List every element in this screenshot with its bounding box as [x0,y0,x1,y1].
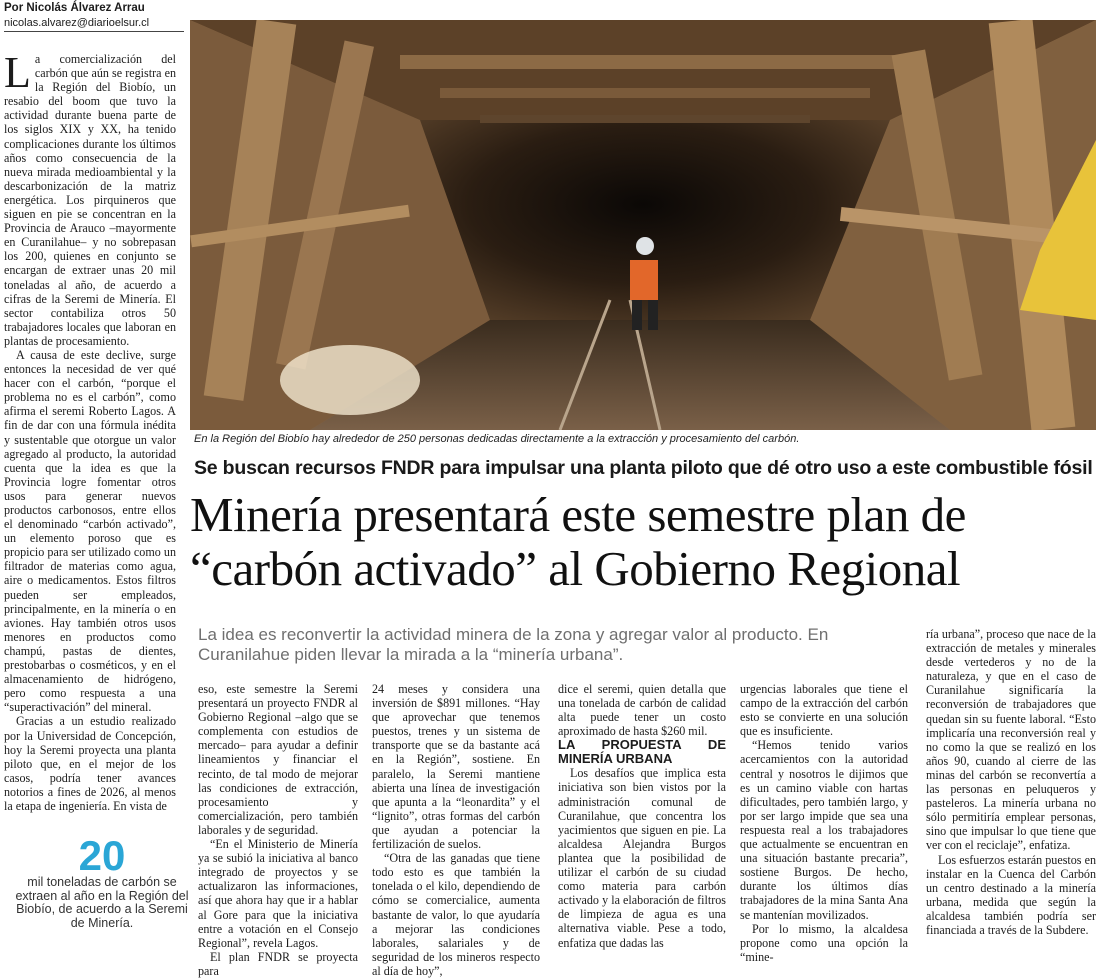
paragraph: eso, este semestre la Seremi presentará un proyecto FNDR al Gobierno Regional –algo que se complementa con estudios de mercado– para ayudar a definir lineamientos y financiar el recinto, de tal modo de mejorar las condiciones de extracción, procesamiento y comercialización, pero también laborales y de seguridad. [198,682,358,837]
article-column-6 [926,627,1096,937]
paragraph: “Otra de las ganadas que tiene todo esto es que también la tonelada o el kilo, dependiendo de cómo se comercialice, aumenta bastante de valor, lo que ayudaría a mejorar las condiciones laborales, salariales y de seguridad de los mineros respecto al día de hoy”, [372,851,540,978]
paragraph: Gracias a un estudio realizado por la Universidad de Concepción, hoy la Seremi proyecta una planta piloto que, en el mejor de los casos, podría tener avances notorios a fines de 2026, al menos la etapa de ingeniería. En vista de [4,714,176,813]
byline-author: Por Nicolás Álvarez Arrau [4,2,145,14]
factbox-text: mil toneladas de carbón se extraen al año en la Región del Biobío, de acuerdo a la Seremi de Minería. [15,875,189,930]
mine-tunnel-photo [190,20,1096,430]
paragraph: Los desafíos que implica esta iniciativa son bien vistos por la administración comunal de Curanilahue, que concentra los yacimientos que siguen en pie. La alcaldesa Alejandra Burgos plantea que la posibilidad de utilizar el carbón de su ciudad como materia para carbón activado y la elaboración de filtros de limpieza de agua es una alternativa viable. Pese a todo, enfatiza que dadas las [558,766,726,950]
drop-cap: L [4,48,31,97]
kicker: Se buscan recursos FNDR para impulsar una planta piloto que dé otro uso a este combustible fósil [194,457,1093,479]
deck: La idea es reconvertir la actividad minera de la zona y agregar valor al producto. En Curanilahue piden llevar la mirada a la “minería urbana”. [198,625,829,664]
paragraph: dice el seremi, quien detalla que una tonelada de carbón de calidad alta puede tener un costo aproximado de hasta $260 mil. [558,682,726,739]
paragraph: “Hemos tenido varios acercamientos con la autoridad central y nosotros le dijimos que es un camino viable con hartas dificultades, pero también largo, y por ser largo impide que sea una respuesta real a los trabajadores que actualmente se encuentran en una situación bastante precaria”, sostiene Burgos. De hecho, durante los últimos días trabajadores de la mina Santa Ana se mantenían movilizados. [740,738,908,922]
paragraph: El plan FNDR se proyecta para [198,949,358,978]
paragraph: “En el Ministerio de Minería ya se subió la iniciativa al banco integrado de proyectos y se actualizaron las informaciones, así que ahora hay que ir a hablar al Gore para que la iniciativa entre a votación en el Consejo Regional”, revela Lagos. [198,837,358,950]
subheading: LA PROPUESTA DE MINERÍA URBANA [558,737,726,767]
byline-rule [4,31,184,32]
article-column-3 [372,682,540,978]
paragraph: Por lo mismo, la alcaldesa propone como una opción la “mine- [740,921,908,964]
paragraph: 24 meses y considera una inversión de $891 millones. “Hay que aprovechar que tenemos puestos, trenes y un sistema de transporte que se da bastante acá en la Región”, sostiene. En paralelo, la Seremi mantiene abierta una línea de investigación que apunta a la “leonardita” y el “lignito”, otras formas del carbón que ayudan a potenciar la fertilización de suelos. [372,682,540,852]
photo-caption: En la Región del Biobío hay alrededor de 250 personas dedicadas directamente a la extracción y procesamiento del carbón. [194,433,800,445]
byline-email: nicolas.alvarez@diarioelsur.cl [4,17,150,29]
headline-line-2: “carbón activado” al Gobierno Regional [190,541,961,596]
paragraph: a comercialización del carbón que aún se registra en la Región del Biobío, un resabio del boom que tuvo la actividad durante buena parte de los siglos XIX y XX, ha tenido complicaciones durante los últimos años como consecuencia de la nueva mirada medioambiental y la descarbonización de la matriz energética. Los pirquineros que siguen en pie se concentran en la Provincia de Arauco –mayormente en Curanilahue– y no sobrepasan los 200, quienes en conjunto se encargan de extraer unas 20 mil toneladas al año, de acuerdo a cifras de la Seremi de Minería. El sector contabiliza otros 50 trabajadores locales que laboran en plantas de procesamiento. [4,52,176,348]
article-column-4 [558,682,726,950]
mine-tunnel-illustration [190,20,1096,430]
paragraph: A causa de este declive, surge entonces la necesidad de ver qué hacer con el carbón, “porque el problema no es el carbón”, como afirma el seremi Roberto Lagos. A fin de dar con una fórmula inédita y sustentable que otorgue un valor agregado al producto, la autoridad cuenta que la idea es que la Provincia logre fomentar otros usos para generar nuevos productos carbonosos, entre ellos el denominado “carbón activado”, un elemento poroso que es propicio para ser utilizado como un filtrador de materias como agua, aire o medicamentos. Estos filtros pueden ser empleados, principalmente, en la minería o en aviones. Hay también otros usos menores en productos como champú, pastas de dientes, prestobarbas o cosméticos, y en el almacenamiento de hidrógeno, pero como respuesta a una “superactivación” del mineral. [4,347,176,715]
article-column-2 [198,682,358,978]
article-column-5 [740,682,908,964]
headline [190,488,1095,596]
paragraph: ría urbana”, proceso que nace de la extracción de metales y minerales desde vertederos y no de la naturaleza, y que en el caso de Curanilahue significaría la reconversión de trabajadores que quedan sin su fuente laboral. “Esto implicaría una reconversión real y no como la que se realizó en los años 90, cuando al cierre de las minas del carbón se reconvertía a las personas en peluqueros y pasteleros. La minería urbana no sólo permitiría emplear personas, sino que impulsar lo que tiene que ver con el reciclaje”, enfatiza. [926,627,1096,853]
paragraph: Los esfuerzos estarán puestos en instalar en la Cuenca del Carbón un centro destinado a la minería urbana, medida que según la alcaldesa también podría ser financiada a través de la Subdere. [926,852,1096,937]
headline-line-1: Minería presentará este semestre plan de [190,487,966,542]
factbox-number: 20 [78,832,126,879]
paragraph: urgencias laborales que tiene el campo de la extracción del carbón esto se convierte en una solución que es insuficiente. [740,682,908,739]
article-column-1 [4,48,176,813]
